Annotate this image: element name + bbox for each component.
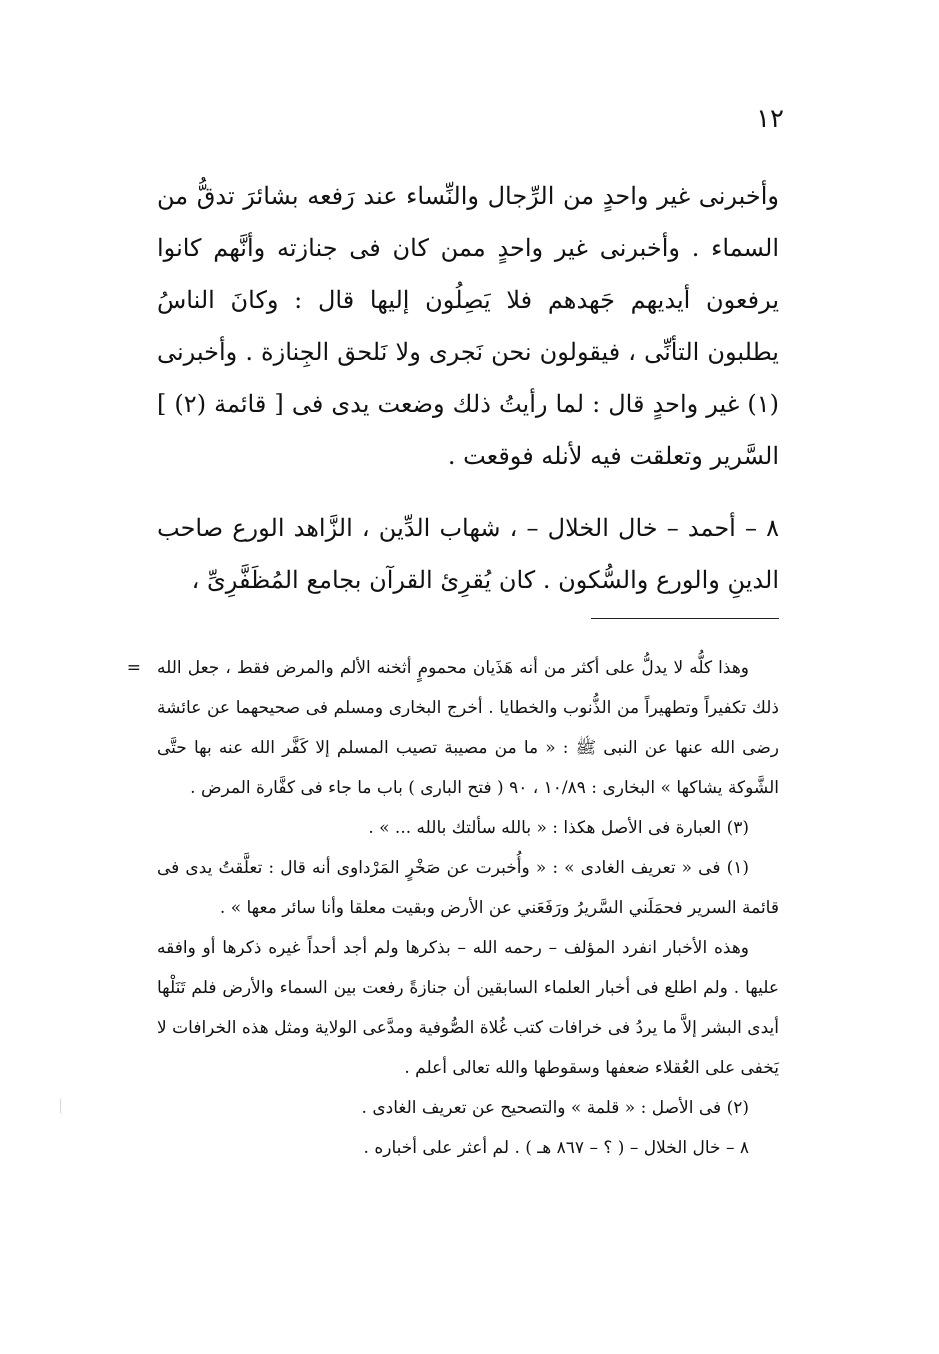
scan-edge-mark xyxy=(60,1098,65,1114)
biography-entry-paragraph: ٨ – أحمد – خال الخلال – ، شهاب الدِّين ، الزَّاهد الورع صاحب الدينِ والورع والسُّكون . كان يُقرِئ القرآن بجامع المُظَفَّرِىِّ ، xyxy=(157,514,779,594)
footnote-separator xyxy=(591,618,779,619)
footnote-entry-8: ٨ – خال الخلال – ( ؟ – ٨٦٧ هـ ) . لم أعثر على أخباره . xyxy=(363,1138,749,1158)
footnote-1: (١) فى « تعريف الغادى » : « وأُخبرت عن صَخْرٍ المَرْداوى أنه قال : تعلَّقتُ يدى فى قائمة السرير فحمَلَني السَّريرُ ورَفَعَني عن الأرض وبقيت معلقا وأنا سائر معها » . xyxy=(157,858,779,918)
continuation-mark: = xyxy=(126,658,141,678)
footnotes xyxy=(126,648,779,1168)
footnote-continued xyxy=(126,648,779,808)
footnote-1-commentary: وهذه الأخبار انفرد المؤلف – رحمه الله – بذكرها ولم أجد أحداً غيره ذكرها أو وافقه عليها . ولم اطلع فى أخبار العلماء السابقين أن جنازةً رفعت بين السماء والأرض فلم تَنَلْها أيدى البشر إلاَّ ما يردُ فى خرافات كتب غُلاة الصُّوفية ومدَّعى الولاية ومثل هذه الخرافات لا يَخفى على العُقلاء ضعفها وسقوطها والله تعالى أعلم . xyxy=(157,938,779,1078)
main-paragraph: وأخبرنى غير واحدٍ من الرِّجال والنِّساء عند رَفعه بشائرَ تدقُّ من السماء . وأخبرنى غير واحدٍ ممن كان فى جنازته وأنَّهم كانوا يرفعون أيديهم جَهدهم فلا يَصِلُون إليها قال : وكانَ الناسُ يطلبون التأنِّى ، فيقولون نحن نَجرى ولا نَلحق الجِنازة . وأخبرنى (١) غير واحدٍ قال : لما رأيتُ ذلك وضعت يدى فى [ قائمة (٢) ] السَّرير وتعلقت فيه لأنله فوقعت . xyxy=(157,182,780,470)
main-text xyxy=(157,170,779,606)
page-number: ١٢ xyxy=(756,104,784,134)
footnote-text: وهذا كلُّه لا يدلُّ على أكثر من أنه هَذَيان محمومٍ أثخنه الألم والمرض فقط ، جعل الله ذلك تكفيراً وتطهيراً من الذُّنوب والخطايا . أخرج البخارى ومسلم فى صحيحهما عن عائشة رضى الله عنها عن النبى ﷺ : « ما من مصيبة تصيب المسلم إلا كَفَّر الله عنه بها حتَّى الشَّوكة يشاكها » البخارى : ١٠/٨٩ ، ٩٠ ( فتح البارى ) باب ما جاء فى كفَّارة المرض . xyxy=(157,658,779,798)
footnote-3: (٣) العبارة فى الأصل هكذا : « بالله سألتك بالله ... » . xyxy=(368,818,749,838)
footnote-2: (٢) فى الأصل : « قلمة » والتصحيح عن تعريف الغادى . xyxy=(361,1098,749,1118)
